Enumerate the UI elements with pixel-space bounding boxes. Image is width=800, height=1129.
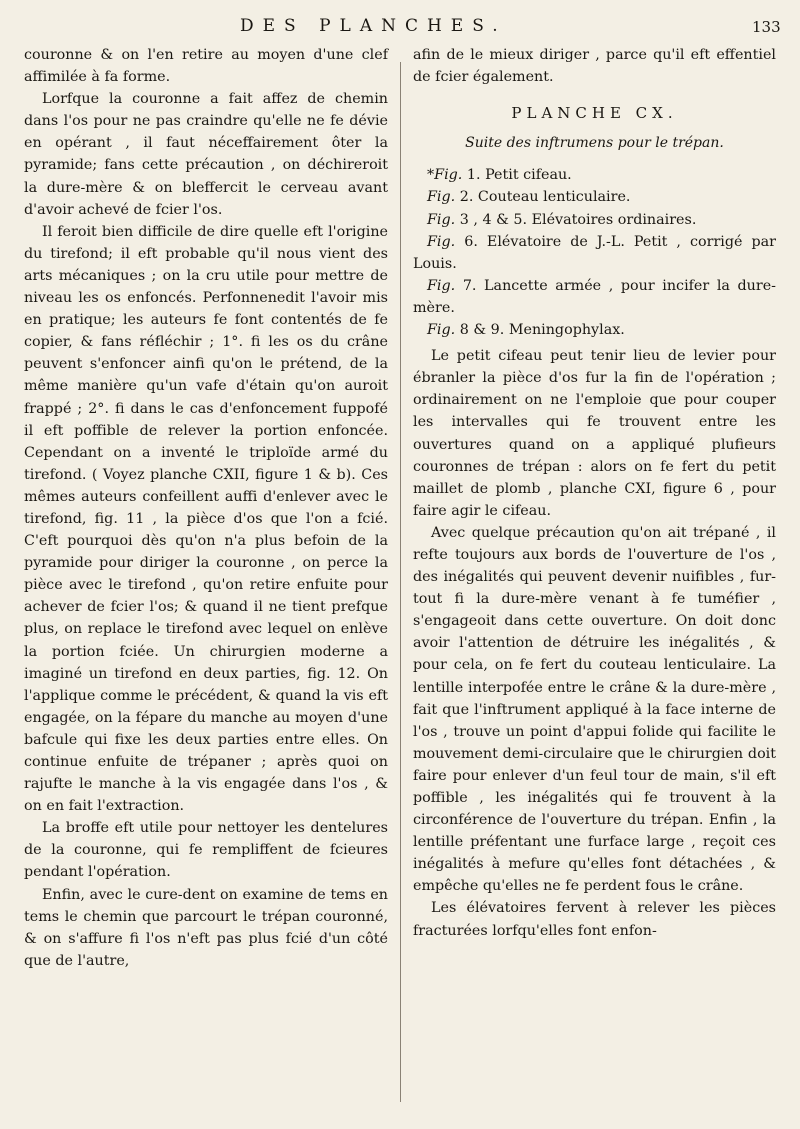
column-divider xyxy=(400,62,401,1102)
paragraph: Le petit cifeau peut tenir lieu de levier pour ébranler la pièce d'os fur la fin de l'opération ; ordinairement on ne l'emploie que pour couper les intervalles qui fe trouvent entre les ouvertures quand on a appliqué plufieurs couronnes de trépan : alors on fe fert du petit maillet de plomb , planche CXI, figure 6 , pour faire agir le cifeau. xyxy=(413,348,776,519)
paragraph: couronne & on l'en retire au moyen d'une clef affimilée à fa forme. xyxy=(24,47,388,86)
figure-text: 6. Elévatoire de J.-L. Petit , corrigé par Louis. xyxy=(413,233,776,272)
left-column xyxy=(24,44,388,972)
figure-item xyxy=(413,186,776,208)
figure-text: 7. Lancette armée , pour incifer la dure-mère. xyxy=(413,277,777,316)
figure-item xyxy=(413,209,776,231)
page-number: 133 xyxy=(752,18,781,36)
plate-subtitle: Suite des inftrumens pour le trépan. xyxy=(465,135,724,152)
figure-item xyxy=(413,231,776,275)
figure-label: Fig. xyxy=(427,322,456,339)
figure-label: Fig. xyxy=(427,277,456,294)
figure-item xyxy=(413,319,776,341)
running-title: DES PLANCHES. xyxy=(240,16,507,36)
paragraph: Lorfque la couronne a fait affez de chemin dans l'os pour ne pas craindre qu'elle ne fe dévie en opérant , il faut néceffairement ôter la pyramide; fans cette précaution , on déchireroit la dure-mère & on bleffercit le cerveau avant d'avoir achevé de fcier l'os. xyxy=(24,91,388,218)
paragraph: afin de le mieux diriger , parce qu'il eft effentiel de fcier également. xyxy=(413,47,776,86)
plate-title: PLANCHE CX. xyxy=(511,104,678,123)
figure-text: 2. Couteau lenticulaire. xyxy=(459,189,631,206)
figure-list xyxy=(413,164,776,341)
figure-text: 3 , 4 & 5. Elévatoires ordinaires. xyxy=(459,211,697,228)
figure-item xyxy=(413,164,776,186)
paragraph: Il feroit bien difficile de dire quelle eft l'origine du tirefond; il eft probable qu'il nous vient des arts mécaniques ; on la cru utile pour mettre de niveau les os enfoncés. Perfonnenedit l'avoir mis en pratique; les auteurs fe font contentés de fe copier, & fans réfléchir ; 1°. fi les os du crâne peuvent s'enfoncer ainfi qu'on le prétend, de la même manière qu'un vafe d'étain qu'on auroit frappé ; 2°. fi dans le cas d'enfoncement fuppofé il eft poffible de relever la portion enfoncée. Cependant on a inventé le triploïde armé du tirefond. ( Voyez planche CXII, figure 1 & b). Ces mêmes auteurs confeillent auffi d'enlever avec le tirefond, fig. 11 , la pièce d'os que l'on a fcié. C'eft pourquoi dès qu'on n'a plus befoin de la pyramide pour diriger la couronne , on perce la pièce avec le tirefond , qu'on retire enfuite pour achever de fcier l'os; & quand il ne tient prefque plus, on replace le tirefond avec lequel on enlève la portion fciée. Un chirurgien moderne a imaginé un tirefond en deux parties, fig. 12. On l'applique comme le précédent, & quand la vis eft engagée, on la fépare du manche au moyen d'une bafcule qui fixe les deux parties entre elles. On continue enfuite de trépaner ; après quoi on rajufte le manche à la vis engagée dans l'os , & on en fait l'extraction. xyxy=(24,223,388,815)
figure-text: 1. Petit cifeau. xyxy=(466,167,572,184)
paragraph: Les élévatoires fervent à relever les pièces fracturées lorfqu'elles font enfon- xyxy=(413,900,776,939)
page-header xyxy=(0,16,800,42)
right-column xyxy=(413,44,776,942)
figure-label: Fig. xyxy=(427,189,456,206)
paragraph: Enfin, avec le cure-dent on examine de tems en tems le chemin que parcourt le trépan couronné, & on s'affure fi l'os n'eft pas plus fcié d'un côté que de l'autre, xyxy=(24,886,388,969)
figure-text: 8 & 9. Meningophylax. xyxy=(459,322,625,339)
figure-label: *Fig. xyxy=(427,167,463,184)
figure-label: Fig. xyxy=(427,211,456,228)
paragraph: Avec quelque précaution qu'on ait trépané , il refte toujours aux bords de l'ouverture de l'os , des inégalités qui peuvent devenir nuifibles , fur-tout fi la dure-mère venant à fe tuméfier , s'engageoit dans cette ouverture. On doit donc avoir l'attention de détruire les inégalités , & pour cela, on fe fert du couteau lenticulaire. La lentille interpofée entre le crâne & la dure-mère , fait que l'inftrument appliqué à la face interne de l'os , trouve un point d'appui folide qui facilite le mouvement demi-circulaire que le chirurgien doit faire pour enlever d'un feul tour de main, s'il eft poffible , les inégalités qui fe trouvent à la circonférence de l'ouverture du trépan. Enfin , la lentille préfentant une furface large , reçoit ces inégalités à mefure qu'elles font détachées , & empêche qu'elles ne fe perdent fous le crâne. xyxy=(413,524,776,895)
figure-item xyxy=(413,275,776,319)
paragraph: La broffe eft utile pour nettoyer les dentelures de la couronne, qui fe rempliffent de fcieures pendant l'opération. xyxy=(24,820,388,881)
figure-label: Fig. xyxy=(427,233,456,250)
